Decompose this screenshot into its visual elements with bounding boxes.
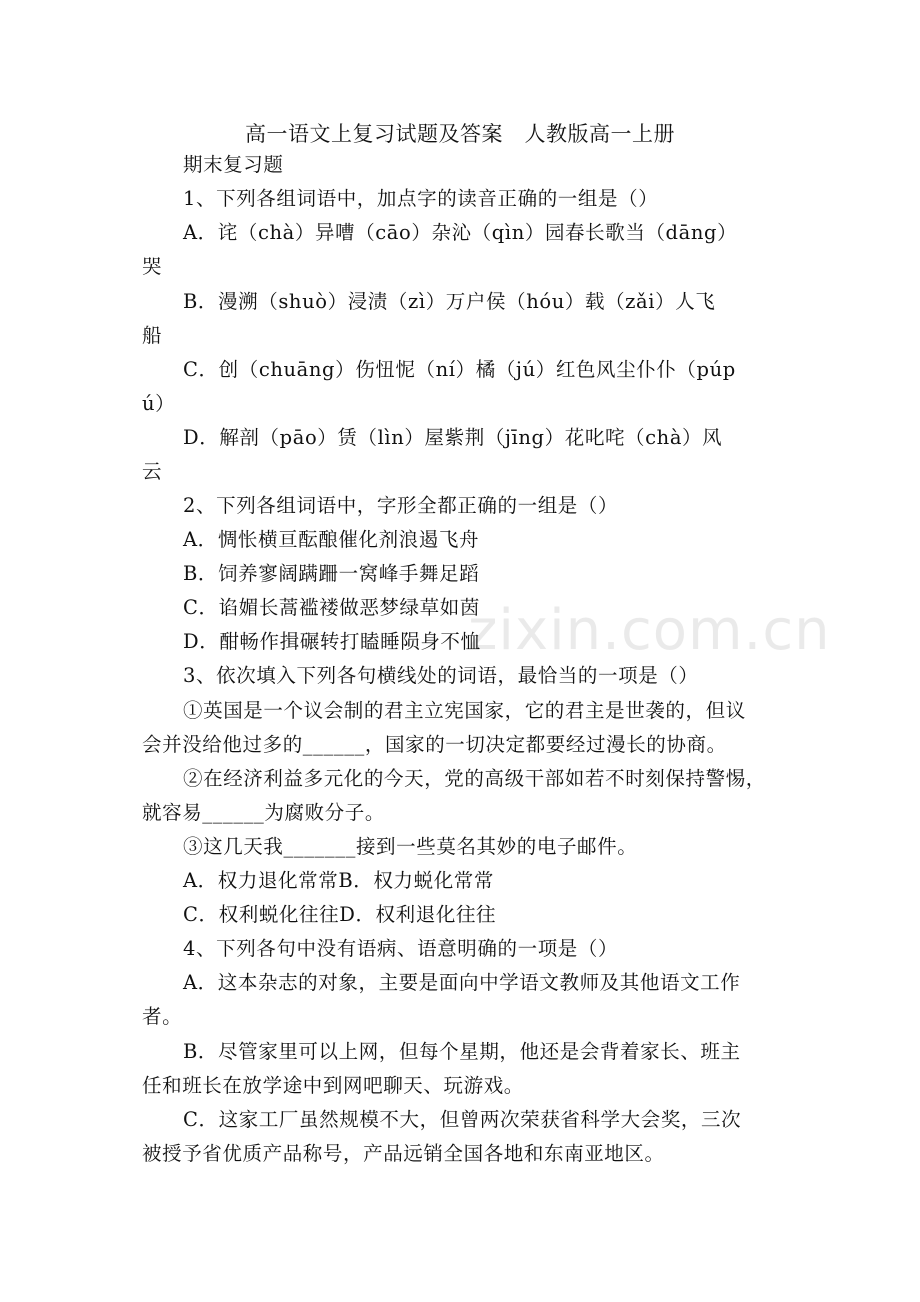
- question-2-option-d: D．酣畅作揖碾转打瞌睡陨身不恤: [183, 630, 481, 653]
- question-4-option-b-continued: 任和班长在放学途中到网吧聊天、玩游戏。: [142, 1074, 524, 1097]
- question-1-option-c-continued: ú）: [142, 392, 176, 415]
- section-label: 期末复习题: [183, 153, 284, 176]
- question-3-options-ab: A．权力退化常常B．权力蜕化常常: [183, 869, 495, 892]
- question-3-stem: 3、依次填入下列各句横线处的词语，最恰当的一项是（）: [183, 664, 699, 687]
- question-2-option-c: C．谄媚长蒿褴褛做恶梦绿草如茵: [183, 596, 480, 619]
- question-3-sentence-1: ①英国是一个议会制的君主立宪国家，它的君主是世袭的，但议: [183, 699, 746, 722]
- question-4-option-a-continued: 者。: [142, 1005, 183, 1028]
- question-4-option-b: B．尽管家里可以上网，但每个星期，他还是会背着家长、班主: [183, 1040, 741, 1063]
- question-4-option-c: C．这家工厂虽然规模不大，但曾两次荣获省科学大会奖，三次: [183, 1108, 742, 1131]
- question-1-option-b: B．漫溯（shuò）浸渍（zì）万户侯（hóu）载（zǎi）人飞: [183, 290, 716, 313]
- question-3-options-cd: C．权利蜕化往往D．权利退化往往: [183, 903, 497, 926]
- question-1-option-d-continued: 云: [142, 460, 163, 483]
- question-2-option-b: B．饲养寥阔蹒跚一窝峰手舞足蹈: [183, 562, 480, 585]
- question-1-option-a-continued: 哭: [142, 255, 163, 278]
- question-1-option-b-continued: 船: [142, 324, 163, 347]
- question-3-sentence-2: ②在经济利益多元化的今天，党的高级干部如若不时刻保持警惕，: [183, 767, 766, 790]
- document-title: 高一语文上复习试题及答案 人教版高一上册: [244, 122, 676, 146]
- question-4-option-a: A．这本杂志的对象，主要是面向中学语文教师及其他语文工作: [183, 971, 741, 994]
- question-1-option-c: C．创（chuāng）伤忸怩（ní）橘（jú）红色风尘仆仆（púp: [183, 358, 736, 381]
- question-1-stem: 1、下列各组词语中，加点字的读音正确的一组是（）: [183, 187, 659, 210]
- question-3-sentence-1-continued: 会并没给他过多的______，国家的一切决定都要经过漫长的协商。: [142, 733, 727, 756]
- question-1-option-a: A．诧（chà）异嘈（cāo）杂沁（qìn）园春长歌当（dāng）: [183, 221, 738, 244]
- question-4-stem: 4、下列各句中没有语病、语意明确的一项是（）: [183, 937, 619, 960]
- question-4-option-c-continued: 被授予省优质产品称号，产品远销全国各地和东南亚地区。: [142, 1142, 665, 1165]
- question-1-option-d: D．解剖（pāo）赁（lìn）屋紫荆（jīng）花叱咤（chà）风: [183, 426, 723, 449]
- question-3-sentence-3: ③这几天我_______接到一些莫名其妙的电子邮件。: [183, 835, 638, 858]
- question-2-option-a: A．惆怅横亘酝酿催化剂浪遏飞舟: [183, 528, 480, 551]
- question-2-stem: 2、下列各组词语中，字形全都正确的一组是（）: [183, 494, 619, 517]
- watermark-text: zixin.com.cn: [468, 598, 831, 663]
- question-3-sentence-2-continued: 就容易______为腐败分子。: [142, 801, 385, 824]
